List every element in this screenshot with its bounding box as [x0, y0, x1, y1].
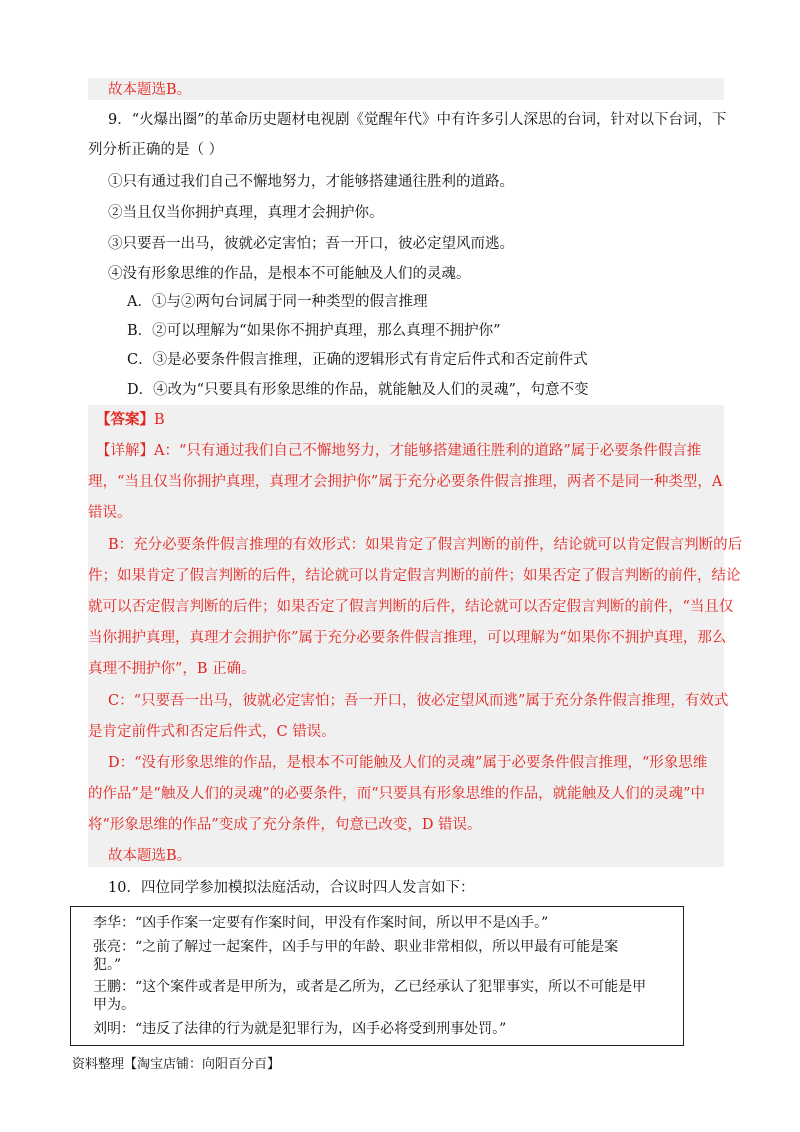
- q9-quote-4: ④没有形象思维的作品，是根本不可能触及人们的灵魂。: [108, 266, 471, 282]
- q9-stem-line2: 列分析正确的是（ ）: [88, 142, 224, 158]
- detail-line-5: 件；如果肯定了假言判断的后件，结论就可以肯定假言判断的前件；如果否定了假言判断的前件，结论: [88, 568, 741, 584]
- answer-conclusion: 故本题选B。: [108, 848, 192, 864]
- statement-lihua: 李华：“凶手作案一定要有作案时间，甲没有作案时间，所以甲不是凶手。”: [93, 915, 549, 931]
- detail-line-7: 当你拥护真理，真理才会拥护你”属于充分必要条件假言推理，可以理解为“如果你不拥护真理，那么: [88, 630, 727, 646]
- q9-option-d: D．④改为“只要具有形象思维的作品，就能触及人们的灵魂”，句意不变: [127, 382, 589, 398]
- statement-liuming: 刘明：“违反了法律的行为就是犯罪行为，凶手必将受到刑事处罚。”: [93, 1021, 507, 1037]
- statement-wangpeng: 王鹏：“这个案件或者是甲所为，或者是乙所为，乙已经承认了犯罪事实，所以不可能是甲: [93, 979, 647, 995]
- top-conclusion: 故本题选B。: [108, 82, 192, 98]
- statement-wangpeng-cont: 甲为。: [93, 997, 135, 1013]
- answer-line: [96, 410, 165, 430]
- detail-line-3: 错误。: [88, 505, 132, 521]
- detail-line-12: 的作品”是“触及人们的灵魂”的必要条件，而“只要具有形象思维的作品，就能触及人们的灵魂”中: [88, 786, 706, 802]
- q10-statements-box: [70, 906, 684, 1046]
- q9-quote-1: ①只有通过我们自己不懈地努力，才能够搭建通往胜利的道路。: [108, 174, 514, 190]
- q9-quote-2: ②当且仅当你拥护真理，真理才会拥护你。: [108, 205, 384, 221]
- detail-line-13: 将“形象思维的作品”变成了充分条件，句意已改变，D 错误。: [88, 817, 482, 833]
- q9-stem-line1: 9．“火爆出圈”的革命历史题材电视剧《觉醒年代》中有许多引人深思的台词，针对以下台词，下: [108, 112, 727, 128]
- statement-zhangliang-cont: 犯。”: [93, 957, 122, 973]
- detail-line-4: B：充分必要条件假言推理的有效形式：如果肯定了假言判断的前件，结论就可以肯定假言判断的后: [108, 537, 743, 553]
- statement-zhangliang: 张亮：“之前了解过一起案件，凶手与甲的年龄、职业非常相似，所以甲最有可能是案: [93, 939, 619, 955]
- detail-line-6: 就可以否定假言判断的后件；如果否定了假言判断的后件，结论就可以否定假言判断的前件，“当且仅: [88, 599, 734, 615]
- q9-option-c: C．③是必要条件假言推理，正确的逻辑形式有肯定后件式和否定前件式: [127, 352, 588, 368]
- q9-option-a: A．①与②两句台词属于同一种类型的假言推理: [127, 294, 428, 310]
- footer-source: 资料整理【淘宝店铺：向阳百分百】: [72, 1057, 281, 1072]
- q9-option-b: B．②可以理解为“如果你不拥护真理，那么真理不拥护你”: [127, 323, 501, 339]
- detail-line-10: 是肯定前件式和否定后件式，C 错误。: [88, 724, 336, 740]
- detail-line-9: C：“只要吾一出马，彼就必定害怕；吾一开口，彼必定望风而逃”属于充分条件假言推理，有效式: [108, 693, 729, 709]
- detail-line-8: 真理不拥护你”，B 正确。: [88, 661, 256, 677]
- detail-line-11: D：“没有形象思维的作品，是根本不可能触及人们的灵魂”属于必要条件假言推理，“形象思维: [108, 755, 708, 771]
- detail-line-1: 【详解】A：“只有通过我们自己不懈地努力，才能够搭建通往胜利的道路”属于必要条件假言推: [96, 443, 702, 459]
- detail-line-2: 理，“当且仅当你拥护真理，真理才会拥护你”属于充分必要条件假言推理，两者不是同一种类型，A: [88, 474, 723, 490]
- q9-quote-3: ③只要吾一出马，彼就必定害怕；吾一开口，彼必定望风而逃。: [108, 236, 514, 252]
- q10-stem: 10．四位同学参加模拟法庭活动，合议时四人发言如下：: [108, 880, 475, 896]
- answer-tag: 【答案】: [96, 411, 154, 428]
- answer-value: B: [154, 412, 165, 428]
